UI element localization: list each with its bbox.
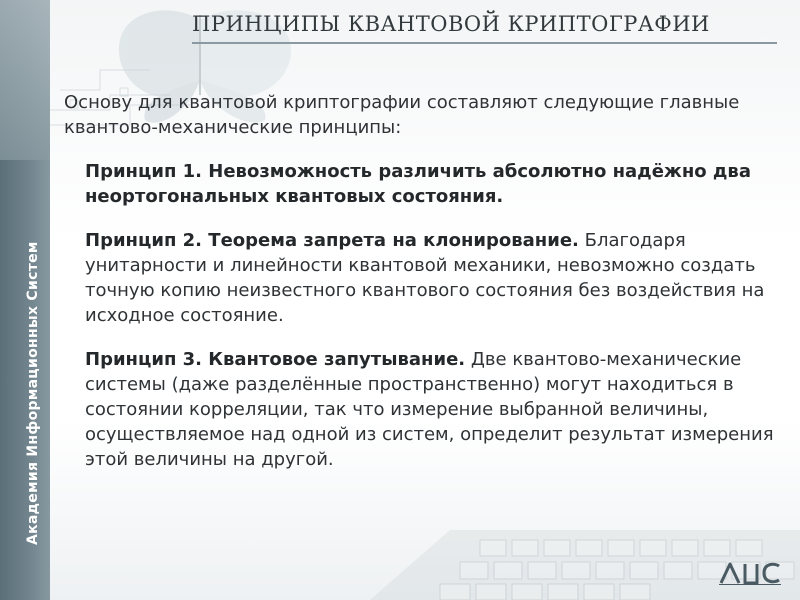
sidebar-band-highlight [0, 0, 50, 160]
principle-3-text: Две квантово-механические системы (даже разделённые пространственно) могут находиться в состоянии корреляции, так что измерение выбранной величины, осуществляемое над одной из систем, определит результат измерения этой величины на другой. [85, 349, 774, 470]
principle-3-heading: Принцип 3. Квантовое запутывание. [85, 349, 466, 370]
intro-paragraph: Основу для квантовой криптографии составляют следующие главные квантово-механические принципы: [64, 92, 740, 138]
principle-1-paragraph [64, 159, 784, 209]
principle-3-paragraph [64, 347, 784, 472]
principle-2-heading: Принцип 2. Теорема запрета на клонирование. [85, 230, 579, 251]
sidebar-label: Академия Информационных Систем [25, 241, 41, 545]
ais-logo-icon [718, 560, 782, 586]
slide-body [64, 90, 784, 491]
title-divider [192, 42, 777, 44]
page-title: ПРИНЦИПЫ КВАНТОВОЙ КРИПТОГРАФИИ [192, 12, 710, 36]
principle-2-paragraph [64, 228, 784, 328]
principle-2-text: Благодаря унитарности и линейности квантовой механики, невозможно создать точную копию неизвестного квантового состояния без воздействия на исходное состояние. [85, 230, 765, 326]
principle-1-heading: Принцип 1. Невозможность различить абсолютно надёжно два неортогональных квантовых состояния. [85, 161, 751, 207]
